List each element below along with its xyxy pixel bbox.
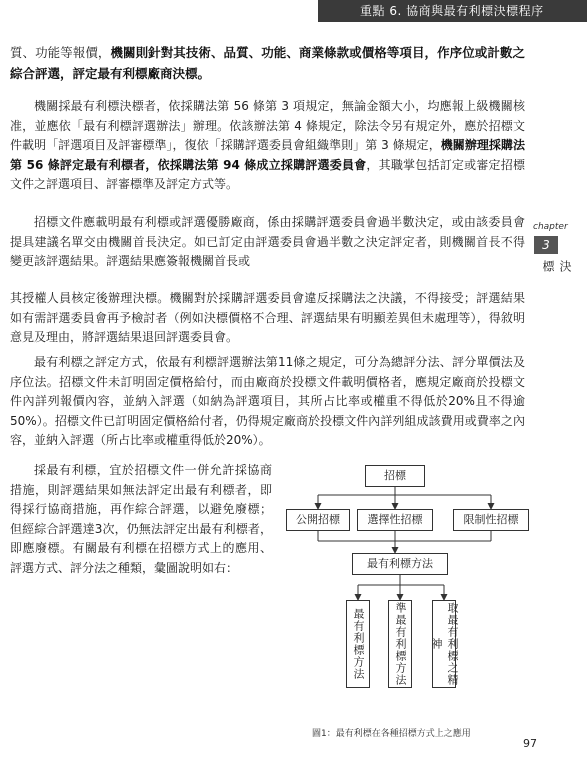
paragraph-1 xyxy=(10,42,525,84)
chapter-number: 3 xyxy=(534,236,558,254)
diagram-type-quasi-most-advantageous: 準最有利標方法 xyxy=(388,600,412,688)
diagram-connectors xyxy=(280,461,580,731)
chapter-label: chapter xyxy=(533,222,568,232)
diagram-most-advantageous-method: 最有利標方法 xyxy=(352,553,448,575)
paragraph-2 xyxy=(10,97,525,195)
flow-diagram xyxy=(280,461,580,731)
paragraph-1-lead: 質、功能等報價， xyxy=(10,45,111,60)
diagram-public-tender: 公開招標 xyxy=(286,509,350,531)
paragraph-5: 最有利標之評定方式，依最有利標評選辦法第11條之規定，可分為總評分法、評分單價法及序位法。招標文件未訂明固定價格給付，而由廠商於投標文件載明價格者，應規定廠商於投標文件內詳列報價內容，並納入評選（如納為評選項目，其所占比率或權重不得低於20%且不得逾50%）。招標文件已訂明固定價格給付者，仍得規定廠商於投標文件內詳列組成該費用或費率之內容，並納入評選（所占比率或權重得低於20%）。 xyxy=(10,355,525,447)
header-title: 重點 6. 協商與最有利標決標程序 xyxy=(360,4,544,18)
paragraph-2-emphasis: 機關辦理採購法第 56 條評定最有利標者，依採購法第 94 條成立採購評選委員會 xyxy=(10,138,525,172)
diagram-root-tender: 招標 xyxy=(365,465,425,487)
diagram-selective-tender: 選擇性招標 xyxy=(357,509,433,531)
page-number: 97 xyxy=(523,737,537,750)
diagram-type-spirit-of-most-advantageous: 取最有利標之精神 xyxy=(430,602,459,686)
chapter-tab xyxy=(533,222,587,272)
diagram-limited-tender: 限制性招標 xyxy=(453,509,529,531)
figure-caption: 圖1：最有利標在各種招標方式上之應用 xyxy=(312,729,471,739)
paragraph-4: 其授權人員核定後辦理決標。機關對於採購評選委員會違反採購法之決議，不得接受；評選結果如有需評選委員會再予檢討者（例如決標價格不合理、評選結果有明顯差異但未處理等），得敘明意見及理由，將評選結果退回評選委員會。 xyxy=(10,291,525,344)
paragraph-3: 招標文件應載明最有利標或評選優勝廠商，係由採購評選委員會過半數決定，或由該委員會提具建議名單交由機關首長決定。如已訂定由評選委員會過半數之決定評定者，則機關首長不得變更該評選結果。評選結果應簽報機關首長或 xyxy=(10,215,525,268)
paragraph-2-text-c: ，其職掌包括訂定或審定招標文件之評選項目、評審標準及評定方式等。 xyxy=(10,157,525,191)
diagram-type-most-advantageous: 最有利標方法 xyxy=(346,600,370,688)
chapter-name: 決標 xyxy=(541,260,572,272)
paragraph-6: 採最有利標，宜於招標文件一併允許採協商措施，則評選結果如無法評定出最有利標者，即得採行協商措施，再作綜合評選，以避免廢標；但經綜合評選達3次，仍無法評定出最有利標者，即應廢標。有關最有利標在招標方式上的應用、評選方式、評分法之種類，彙圖說明如右： xyxy=(10,463,272,575)
paragraph-1-emphasis: 機關則針對其技術、品質、功能、商業條款或價格等項目，作序位或計數之綜合評選，評定最有利標廠商決標。 xyxy=(10,45,525,81)
paragraph-2-text-a: 機關採最有利標決標者，依採購法第 56 條第 3 項規定，無論金額大小，均應報上級機關核准，並應依「最有利標評選辦法」辦理。依該辦法第 4 條規定，除法令另有規定外，應於招標文件載明「評選項目及評審標準」，復依「採購評選委員會組織準則」第 3 條規定， xyxy=(10,99,525,152)
